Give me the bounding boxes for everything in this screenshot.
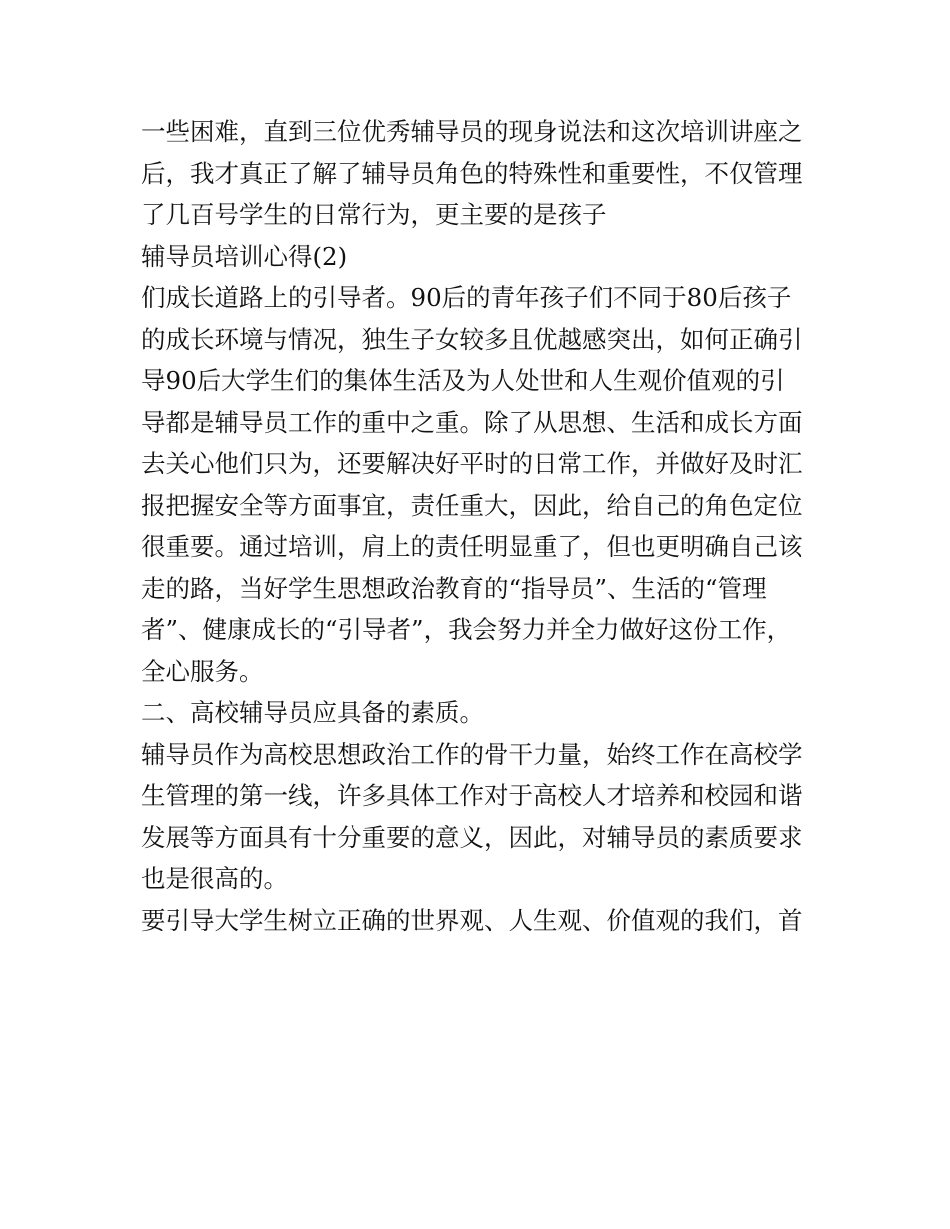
text-line: 后，我才真正了解了辅导员角色的特殊性和重要性，不仅管理 <box>141 158 803 188</box>
heading-line: 辅导员培训心得(2) <box>141 241 348 271</box>
paragraph-2 <box>141 277 821 692</box>
text-line: 一些困难，直到三位优秀辅导员的现身说法和这次培训讲座之 <box>141 117 803 146</box>
paragraph-3 <box>141 734 821 900</box>
text-line: 了几百号学生的日常行为，更主要的是孩子 <box>141 200 607 229</box>
section-heading <box>141 236 821 278</box>
text-line: 生管理的第一线，许多具体工作对于高校人才培养和校园和谐 <box>141 781 803 810</box>
paragraph-4 <box>141 900 821 942</box>
text-line: 发展等方面具有十分重要的意义，因此，对辅导员的素质要求 <box>141 822 803 852</box>
text-line: 走的路，当好学生思想政治教育的“指导员”、生活的“管理 <box>141 573 767 603</box>
text-line: 很重要。通过培训，肩上的责任明显重了，但也更明确自己该 <box>141 532 803 561</box>
text-line: 导90后大学生们的集体生活及为人处世和人生观价值观的引 <box>141 366 785 395</box>
text-line: 报把握安全等方面事宜，责任重大，因此，给自己的角色定位 <box>141 490 803 520</box>
text-line: 去关心他们只为，还要解决好平时的日常工作，并做好及时汇 <box>141 449 803 478</box>
text-line: 要引导大学生树立正确的世界观、人生观、价值观的我们，首 <box>141 905 803 935</box>
text-line: 导都是辅导员工作的重中之重。除了从思想、生活和成长方面 <box>141 407 803 437</box>
text-line: 者”、健康成长的“引导者”，我会努力并全力做好这份工作， <box>141 615 792 644</box>
text-line: 们成长道路上的引导者。90后的青年孩子们不同于80后孩子 <box>141 283 792 312</box>
document-body <box>141 111 821 941</box>
text-line: 的成长环境与情况，独生子女较多且优越感突出，如何正确引 <box>141 324 803 354</box>
text-line: 也是很高的。 <box>141 864 288 893</box>
text-line: 辅导员作为高校思想政治工作的骨干力量，始终工作在高校学 <box>141 739 803 769</box>
text-line: 全心服务。 <box>141 656 264 686</box>
paragraph-1 <box>141 111 821 236</box>
subheading <box>141 692 821 734</box>
heading-line: 二、高校辅导员应具备的素质。 <box>141 698 484 727</box>
